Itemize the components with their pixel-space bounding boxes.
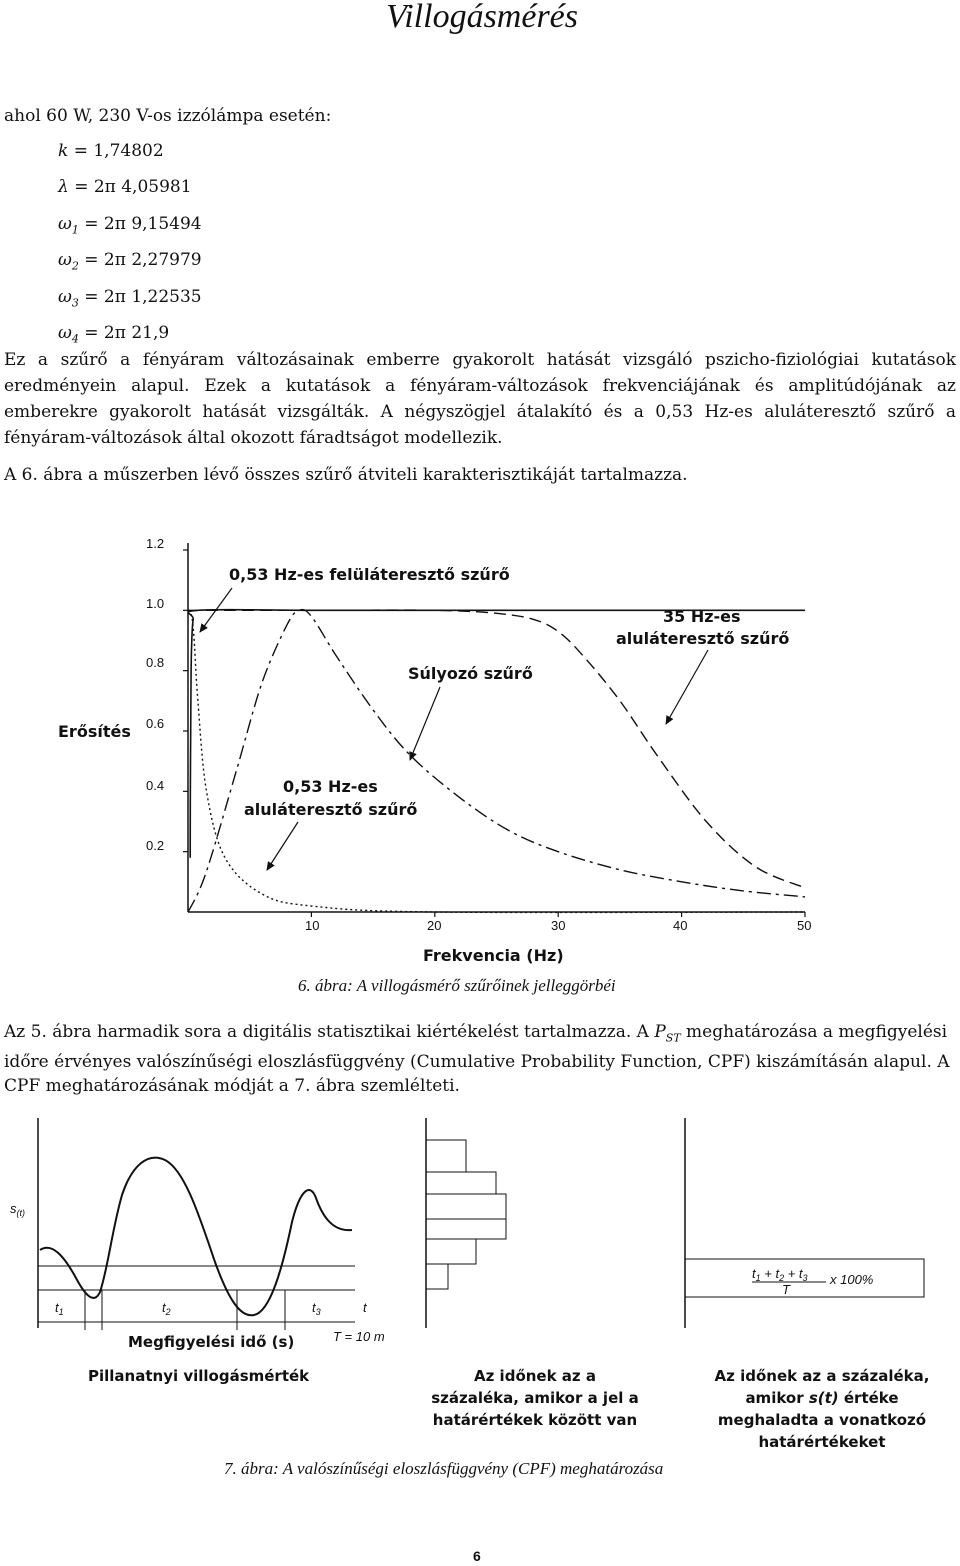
figure6-chart [58, 536, 811, 965]
y-axis-label: Erősítés [58, 722, 131, 741]
bottom-label-right: meghaladta a vonatkozó [717, 1411, 927, 1429]
histogram-bar [426, 1264, 448, 1289]
s-axis-label: $s_{(t)}$ [10, 1201, 25, 1218]
x-tick-label: 10 [305, 918, 320, 933]
formula-row: λ = 2π 4,05981 [58, 177, 192, 198]
annotation-arrow [666, 650, 708, 724]
x-tick-label: 40 [673, 918, 688, 933]
figure7-caption: 7. ábra: A valószínűségi eloszlásfüggvény (CPF) meghatározása [224, 1459, 664, 1478]
formula-row: $\omega_1 = 2\pi$ 9,15494 [58, 213, 202, 237]
formula-row: $\omega_2 = 2\pi$ 2,27979 [58, 250, 202, 273]
cpf-formula-denominator: T [782, 1282, 790, 1297]
t2-label: $t_2$ [162, 1300, 171, 1317]
cpf-formula-multiplier: x 100% [830, 1272, 874, 1287]
histogram-bar [426, 1219, 506, 1239]
cpf-formula-numerator: $t_1 + t_2 + t_3$ [752, 1266, 808, 1283]
y-tick-label: 0.2 [146, 838, 165, 853]
annotation-weighting: Súlyozó szűrő [408, 664, 533, 683]
histogram-bar [426, 1194, 506, 1219]
figure6-caption: 6. ábra: A villogásmérő szűrőinek jelleggörbéi [298, 976, 616, 995]
t-label: t [363, 1300, 367, 1315]
annotation-arrow [410, 687, 440, 760]
formula-row: k = 1,74802 [58, 141, 164, 161]
y-tick-label: 0.6 [146, 716, 165, 731]
formula-row: $\omega_4 = 2\pi$ 21,9 [58, 322, 170, 346]
intro-text: ahol 60 W, 230 V-os izzólámpa esetén: [4, 106, 332, 126]
series-line-weighting [188, 610, 805, 912]
x-tick-label: 20 [427, 918, 442, 933]
annotation-lp35-line1: 35 Hz-es [663, 607, 741, 626]
x-tick-label: 50 [797, 918, 812, 933]
histogram-bar [426, 1239, 476, 1264]
t3-label: $t_3$ [312, 1300, 321, 1317]
annotation-lp35-line2: aluláteresztő szűrő [616, 629, 790, 648]
annotation-hp053: 0,53 Hz-es felüláteresztő szűrő [229, 565, 510, 584]
bottom-label-middle: százaléka, amikor a jel a [431, 1389, 639, 1407]
annotation-lp053-line2: aluláteresztő szűrő [244, 800, 418, 819]
annotation-arrow [267, 822, 298, 870]
page-header-title: Villogásmérés [385, 0, 578, 35]
y-tick-label: 0.4 [146, 778, 165, 793]
bottom-label-right: Az időnek az a százaléka, [714, 1367, 930, 1385]
histogram-bar [426, 1140, 466, 1172]
T-equation: T = 10 m [333, 1329, 385, 1344]
bottom-label-instantaneous: Pillanatnyi villogásmérték [88, 1367, 310, 1385]
x-tick-label: 30 [551, 918, 566, 933]
figure7-diagram [10, 1118, 929, 1451]
x-axis-label: Frekvencia (Hz) [423, 946, 564, 965]
bottom-label-middle: Az időnek az a [474, 1367, 596, 1385]
paragraph-figure6-reference: A 6. ábra a műszerben lévő összes szűrő átviteli karakterisztikáját tartalmazza. [4, 465, 688, 485]
y-tick-label: 1.0 [146, 596, 165, 611]
bottom-label-middle: határértékek között van [432, 1411, 638, 1429]
signal-curve [40, 1158, 352, 1316]
histogram-bar [426, 1172, 496, 1194]
bottom-label-right: határértékeket [758, 1433, 886, 1451]
annotation-lp053-line1: 0,53 Hz-es [283, 777, 378, 796]
formula-row: $\omega_3 = 2\pi$ 1,22535 [58, 286, 202, 309]
page-number: 6 [473, 1548, 481, 1564]
series-line-lp35 [188, 610, 805, 888]
t1-label: $t_1$ [55, 1300, 64, 1317]
series-line-lp053 [188, 610, 805, 912]
y-tick-label: 1.2 [146, 536, 165, 551]
paragraph-cpf-description: Az 5. ábra harmadik sora a digitális statisztikai kiértékelést tartalmazza. A $P_{ST}$ meghatározása a megfigyelési időre érvényes valószínűségi eloszlásfüggvény (Cumulative Probability Function, CPF) kiszámításán alapul. A CPF meghatározásának módját a 7. ábra szemlélteti. [4, 1022, 950, 1097]
bottom-label-right: amikor s(t) értéke [745, 1389, 899, 1407]
observation-time-label: Megfigyelési idő (s) [128, 1333, 295, 1351]
y-tick-label: 0.8 [146, 655, 165, 670]
paragraph-filter-description: Ez a szűrő a fényáram változásainak emberre gyakorolt hatását vizsgáló pszicho-fiziológiai kutatások eredményein alapul. Ezek a kutatások a fényáram-változások frekvenciájának és amplitúdójának az emberekre gyakorolt hatását vizsgálták. A négyszögjel átalakító és a 0,53 Hz-es aluláteresztő szűrő a fényáram-változások által okozott fáradtságot modellezik. [4, 350, 956, 448]
